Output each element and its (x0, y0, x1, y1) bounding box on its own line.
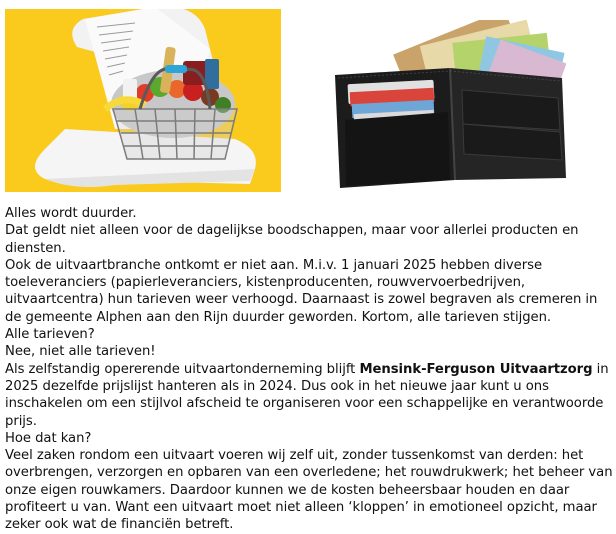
paragraph-groceries: Dat geldt niet alleen voor de dagelijkse boodschappen, maar voor allerlei producten en diensten. (5, 223, 579, 256)
paragraph-how-question: Hoe dat kan? (5, 430, 92, 446)
paragraph-funeral-industry: Ook de uitvaartbranche ontkomt er niet aan. M.i.v. 1 januari 2025 hebben diverse toeleveranciers (papierleveranciers, kistenproducenten, rouwvervoerbedrijven, uitvaartcentra) hun tarieven weer verhoogd. Daarnaast is zowel begraven als cremeren in de gemeente Alphen aan den Rijn duurder geworden. Kortom, alle tarieven stijgen. (5, 257, 598, 325)
company-text-after: in 2025 dezelfde prijslijst hanteren als in 2024. Dus ook in het nieuwe jaar kunt u ons inschakelen om een stijlvol afscheid te organiseren voor een schappelijke en verantwoorde prijs. (5, 361, 609, 429)
paragraph-company-prices (5, 361, 613, 430)
wallet-banknotes-image (330, 20, 580, 192)
paragraph-question-all-rates: Alle tarieven? (5, 327, 95, 343)
paragraph-explanation: Veel zaken rondom een uitvaart voeren wij zelf uit, zonder tussenkomst van derden: het overbrengen, verzorgen en opbaren van een overledene; het rouwdrukwerk; het beheer van onze eigen rouwkamers. Daardoor kunnen we de kosten beheersbaar houden en daar profiteert u van. Want een uitvaart moet niet alleen ‘kloppen’ in emotioneel opzicht, maar zeker ook wat de financiën betreft. (5, 448, 613, 533)
company-name: Mensink-Ferguson Uitvaartzorg (359, 361, 593, 377)
paragraph-intro: Alles wordt duurder. (5, 206, 137, 221)
company-text-before: Als zelfstandig opererende uitvaartonderneming blijft (5, 361, 360, 377)
paragraph-answer-not-all: Nee, niet alle tarieven! (5, 344, 156, 360)
header-images (0, 0, 616, 200)
article-body (5, 205, 613, 534)
groceries-basket-receipt-image (5, 9, 281, 192)
